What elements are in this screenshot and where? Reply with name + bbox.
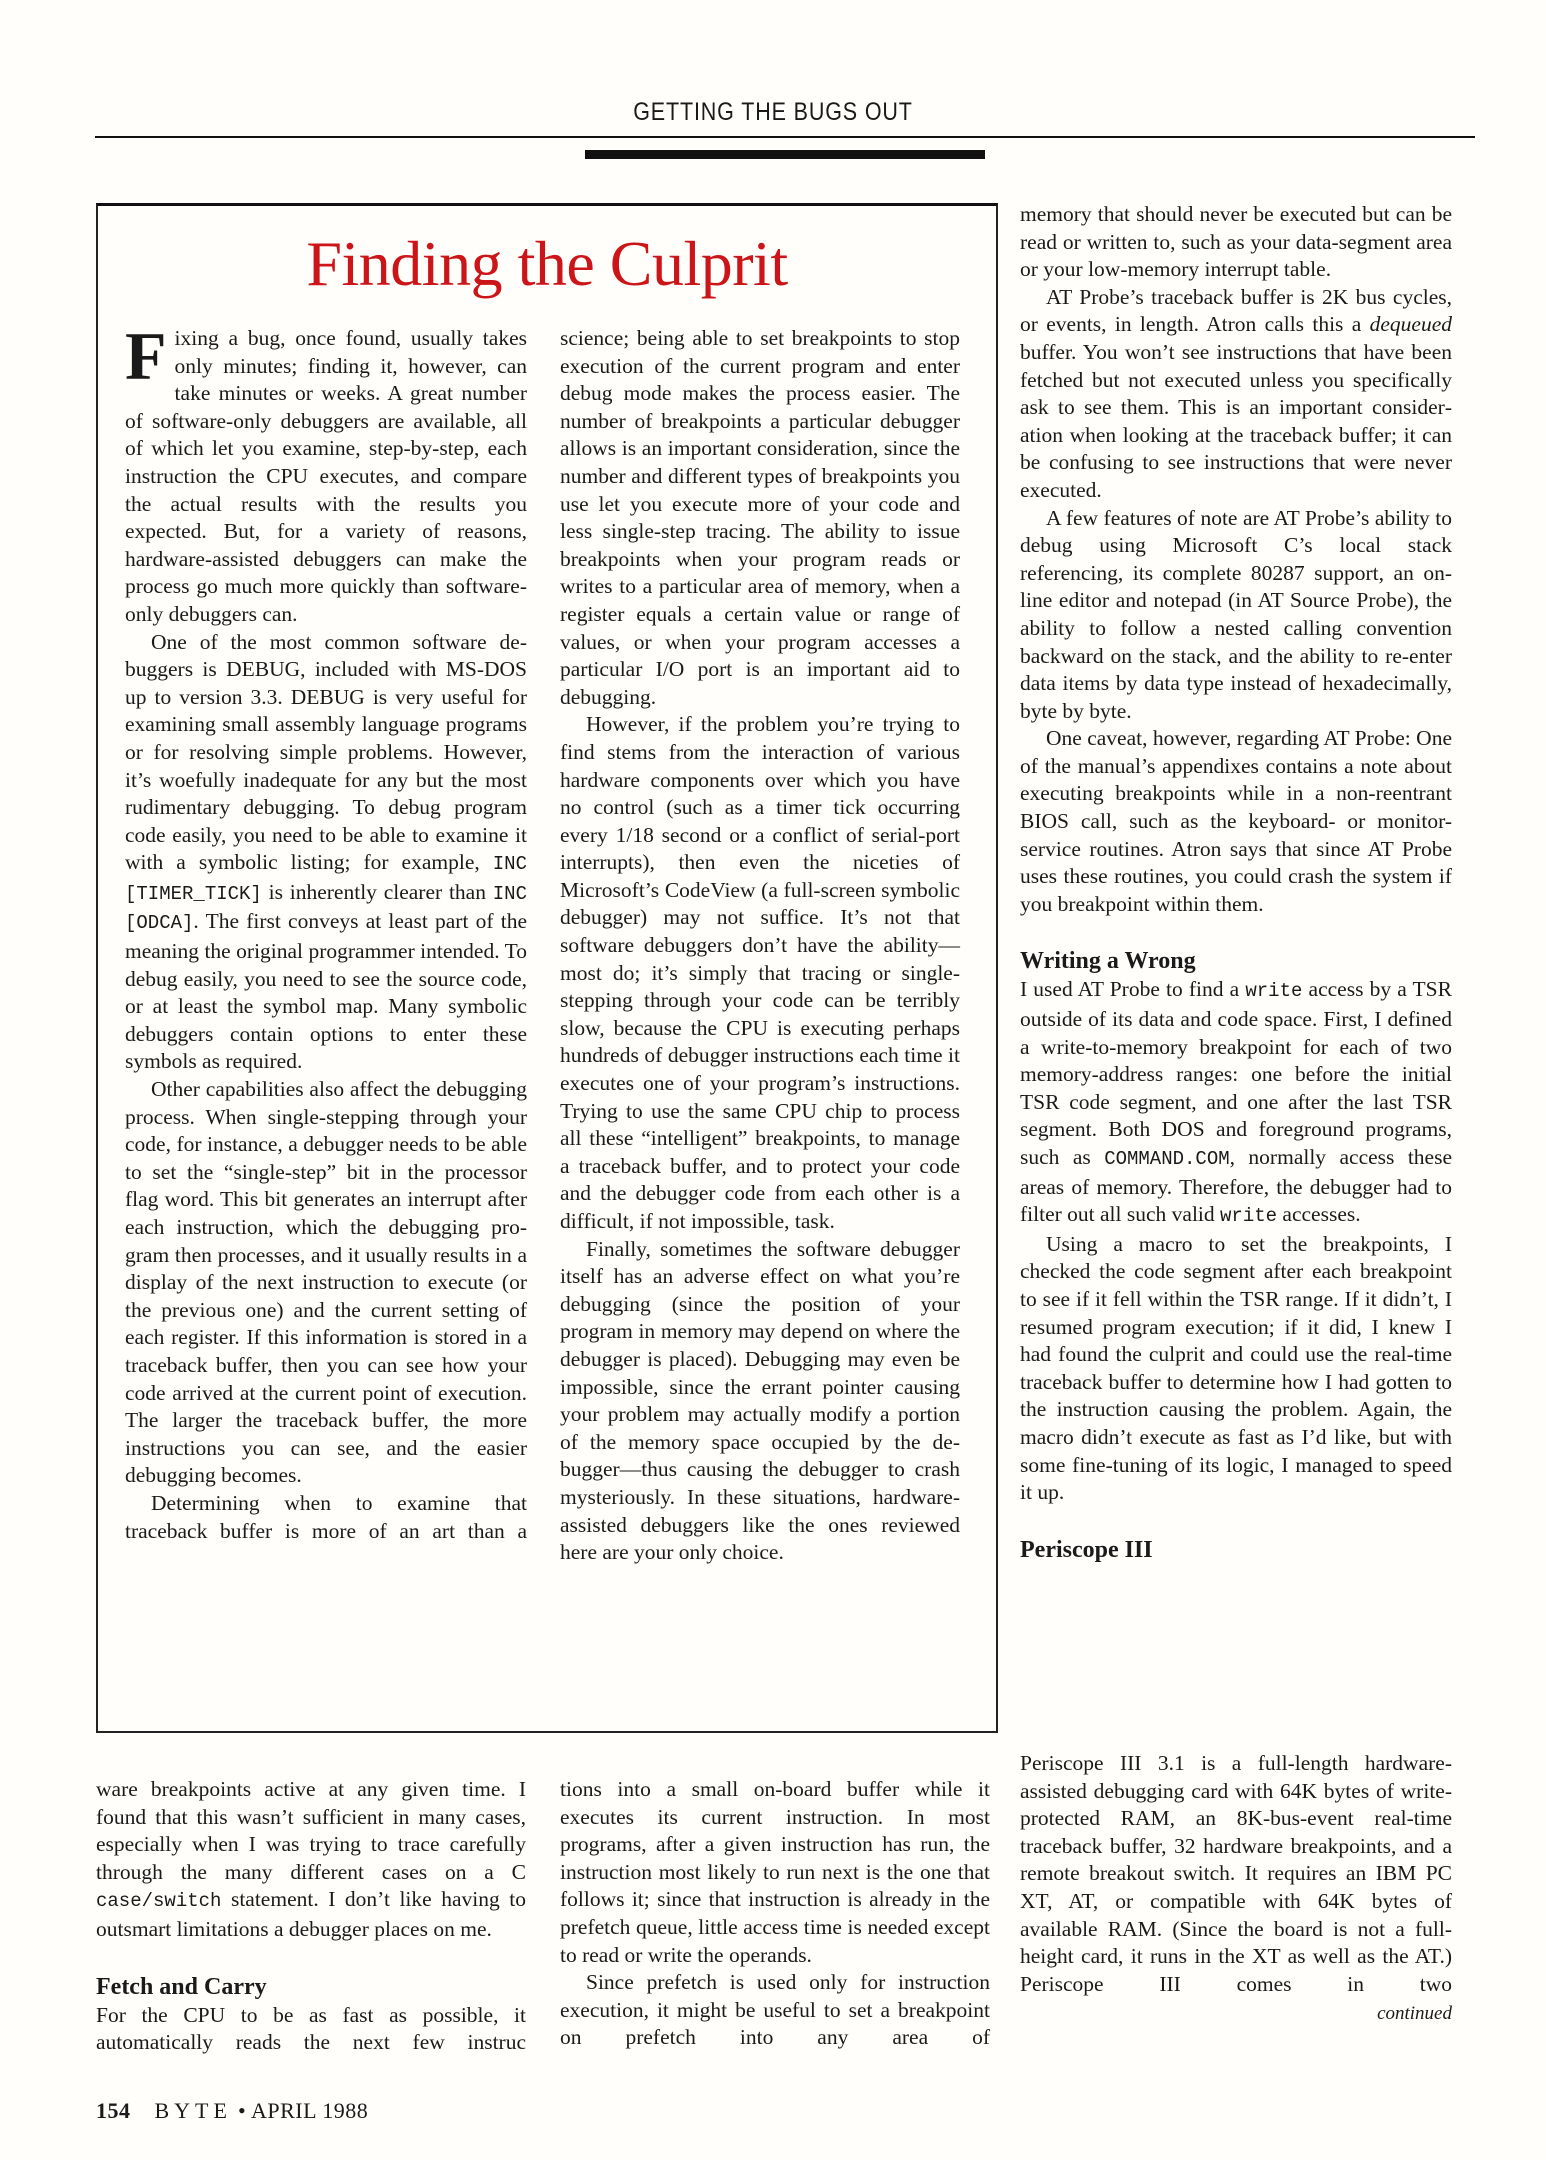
main-column-3 <box>1020 201 1452 1565</box>
sidebar-column-1 <box>125 318 527 1545</box>
paragraph: Since prefetch is used only for instruction execution, it might be useful to set a breakpoint on prefetch into any area of <box>560 1970 990 2050</box>
paragraph-text: . The first conveys at least part of the meaning the original programmer intended. To debug easily, you need to see the source code, or at least the symbol map. Many symbolic debuggers contain options to enter these symbols as required. <box>125 909 527 1074</box>
magazine-name: BYTE <box>154 2098 232 2123</box>
code-inline: write <box>1220 1205 1278 1228</box>
paragraph: However, if the problem you’re trying to find stems from the interaction of various hardware components over which you have no control (such as a timer tick occurring every 1/18 second or a conflict of serial-port interrupts), then even the niceties of Microsoft’s CodeView (a full-screen symbolic debugger) may not suffice. It’s not that software debuggers don’t have the ability—most do; it’s simply that tracing or single-stepping through your code can be terribly slow, because the CPU is executing perhaps hundreds of debugger instructions each time it executes one of your program’s instructions. Trying to use the same CPU chip to process all these “intelligent” breakpoints, to manage a traceback buffer, and to protect your code and the debugger code from each other is a difficult, if not impossible, task. <box>560 712 960 1233</box>
header-rule <box>95 136 1475 138</box>
paragraph: tions into a small on-board buffer while it executes its current instruction. In most programs, after a given instruction has run, the instruction most likely to run next is the one that follows it; since that instruction is already in the prefetch queue, little access time is needed except to read or write the operands. <box>560 1777 990 1967</box>
sidebar-column-2 <box>560 325 960 1567</box>
subhead-writing-a-wrong: Writing a Wrong <box>1020 948 1196 975</box>
subhead-periscope-iii: Periscope III <box>1020 1536 1153 1563</box>
paragraph: Finally, sometimes the software debugger itself has an adverse effect on what you’re debugging (since the position of your program in memory may depend on where the debugger is placed). Debugging may even be impossible, since the errant pointer causing your problem may actually modify a portion of the memory space occupied by the debugger—thus causing the debugger to crash mysteriously. In these situations, hardware-assisted debuggers like the ones reviewed here are your only choice. <box>560 1236 960 1565</box>
paragraph-text: buffer. You won’t see instructions that have been fetched but not executed unless you specifically ask to see them. This is an important consideration when looking at the traceback buffer; it can be confusing to see instructions that were never executed. <box>1020 339 1452 502</box>
paragraph <box>1020 976 1452 1230</box>
spacer <box>96 1944 526 1972</box>
paragraph: For the CPU to be as fast as possible, it automatically reads the next few instruc <box>96 2002 526 2055</box>
paragraph: One caveat, however, regarding AT Probe: One of the manual’s appendixes contains a note about executing breakpoints while in a non-reentrant BIOS call, such as the keyboard- or monitor-service routines. Atron says that since AT Probe uses these routines, you could crash the system if you breakpoint within them. <box>1020 726 1452 916</box>
code-inline: COMMAND.COM <box>1104 1148 1230 1170</box>
drop-cap: F <box>125 318 167 394</box>
paragraph: Using a macro to set the breakpoints, I checked the code segment after each breakpoint to see if it fell within the TSR range. If it didn’t, I resumed program execution; if it did, I knew I had found the culprit and could use the real-time traceback buffer to determine how I had gotten to the instruction causing the problem. Again, the macro didn’t execute as fast as I’d like, but with some fine-tuning of its logic, I managed to speed it up. <box>1020 1231 1452 1505</box>
paragraph <box>96 1776 526 1944</box>
paragraph-text: accesses. <box>1277 1202 1361 1227</box>
paragraph-text: is inherently clearer than <box>261 879 493 904</box>
paragraph: science; being able to set breakpoints to stop execution of the current program and enter debug mode makes the process easier. The number of breakpoints a particular debugger allows is an important consideration, since the number and different types of breakpoints you use let you execute more of your code and less single-step tracing. The ability to issue breakpoints when your program reads or writes to a particular area of memory, when a register equals a certain value or range of values, or when your program accesses a particular I/O port is an important aid to debugging. <box>560 326 960 709</box>
running-head: GETTING THE BUGS OUT <box>633 98 913 126</box>
paragraph <box>1020 284 1452 505</box>
paragraph-text: AT Probe’s traceback buffer is 2K bus cycles, or events, in length. Atron calls this a <box>1020 284 1452 337</box>
paragraph-text: statement. I don’t like having to outsmart limitations a debugger places on me. <box>96 1887 526 1941</box>
sidebar-title: Finding the Culprit <box>306 228 788 299</box>
subhead-fetch-and-carry: Fetch and Carry <box>96 1973 267 2000</box>
paragraph-text: One of the most common software debuggers is DEBUG, included with MS-DOS up to version 3.3. DEBUG is very useful for examining small assembly language programs or for resolving simple problems. However, it’s woefully inadequate for any but the most rudimentary debugging. To debug program code easily, you need to be able to examine it with a symbolic listing; for example, <box>125 629 527 875</box>
issue-date: APRIL 1988 <box>250 2098 369 2123</box>
code-inline: case/switch <box>96 1890 222 1913</box>
code-inline: INC [ODCA] <box>125 882 527 935</box>
footer-separator: • <box>237 2098 247 2123</box>
page-number: 154 <box>96 2098 131 2123</box>
spacer <box>1020 918 1452 946</box>
paragraph-text: , normally access these areas of memory. Therefore, the debugger had to filter out all such valid <box>1020 1145 1453 1227</box>
paragraph: Determining when to examine that traceback buffer is more of an art than a <box>125 1490 527 1543</box>
paragraph <box>125 629 527 1077</box>
paragraph-text: ixing a bug, once found, usually takes only minutes; finding it, however, can take minutes or weeks. A great number of software-only debuggers are available, all of which let you examine, step-by-step, each instruction the CPU executes, and compare the actual results with the results you expected. But, for a variety of reasons, hardware-assisted debuggers can make the process go much more quickly than software-only debuggers can. <box>125 326 527 626</box>
main-column-1 <box>96 1776 526 2057</box>
main-column-3-continued <box>1020 1750 1452 2028</box>
paragraph-text: ware breakpoints active at any given time. I found that this wasn’t sufficient in many cases, especially when I was trying to trace carefully through the many different cases on a C <box>96 1777 526 1884</box>
page-footer <box>96 2098 368 2124</box>
spacer <box>1020 1507 1452 1535</box>
main-column-2 <box>560 1776 990 2052</box>
paragraph: Periscope III 3.1 is a full-length hardware-assisted debugging card with 64K bytes of write-protected RAM, an 8K-bus-event real-time traceback buffer, 32 hardware breakpoints, and a remote breakout switch. It requires an IBM PC XT, AT, or compatible with 64K bytes of available RAM. (Since the board is not a full-height card, it runs in the XT as well as the AT.) Periscope III comes in two <box>1020 1751 1452 1996</box>
emphasis: dequeued <box>1369 312 1452 337</box>
continued-label: continued <box>1377 2003 1452 2025</box>
code-inline: write <box>1245 980 1303 1003</box>
paragraph-text: access by a TSR outside of its data and code space. First, I defined a write-to-memory breakpoint for each of two memory-address ranges: one before the initial TSR code segment, and one after the last TSR segment. Both DOS and foreground programs, such as <box>1020 977 1452 1169</box>
paragraph: Other capabilities also affect the debugging process. When single-stepping through your code, for instance, a debugger needs to be able to set the “single-step” bit in the processor flag word. This bit generates an interrupt after each instruction, which the debugging program then processes, and it usually results in a display of the next instruction to execute (or the previous one) and the current setting of each register. If this information is stored in a traceback buffer, then you can see how your code arrived at the current point of execution. The larger the traceback buffer, the more instructions you can see, and the easier debugging becomes. <box>125 1077 527 1488</box>
header-bar <box>585 150 985 159</box>
paragraph: A few features of note are AT Probe’s ability to debug using Microsoft C’s local stack referencing, its complete 80287 support, an on-line editor and notepad (in AT Source Probe), the ability to follow a nested calling convention backward on the stack, and the ability to re-enter data items by data type instead of hexadecimally, byte by byte. <box>1020 505 1452 723</box>
code-inline: INC [TIMER_TICK] <box>125 853 527 905</box>
paragraph <box>125 318 527 629</box>
paragraph-text: I used AT Probe to find a <box>1020 977 1246 1002</box>
paragraph: memory that should never be executed but can be read or written to, such as your data-segment area or your low-memory interrupt table. <box>1020 202 1452 282</box>
